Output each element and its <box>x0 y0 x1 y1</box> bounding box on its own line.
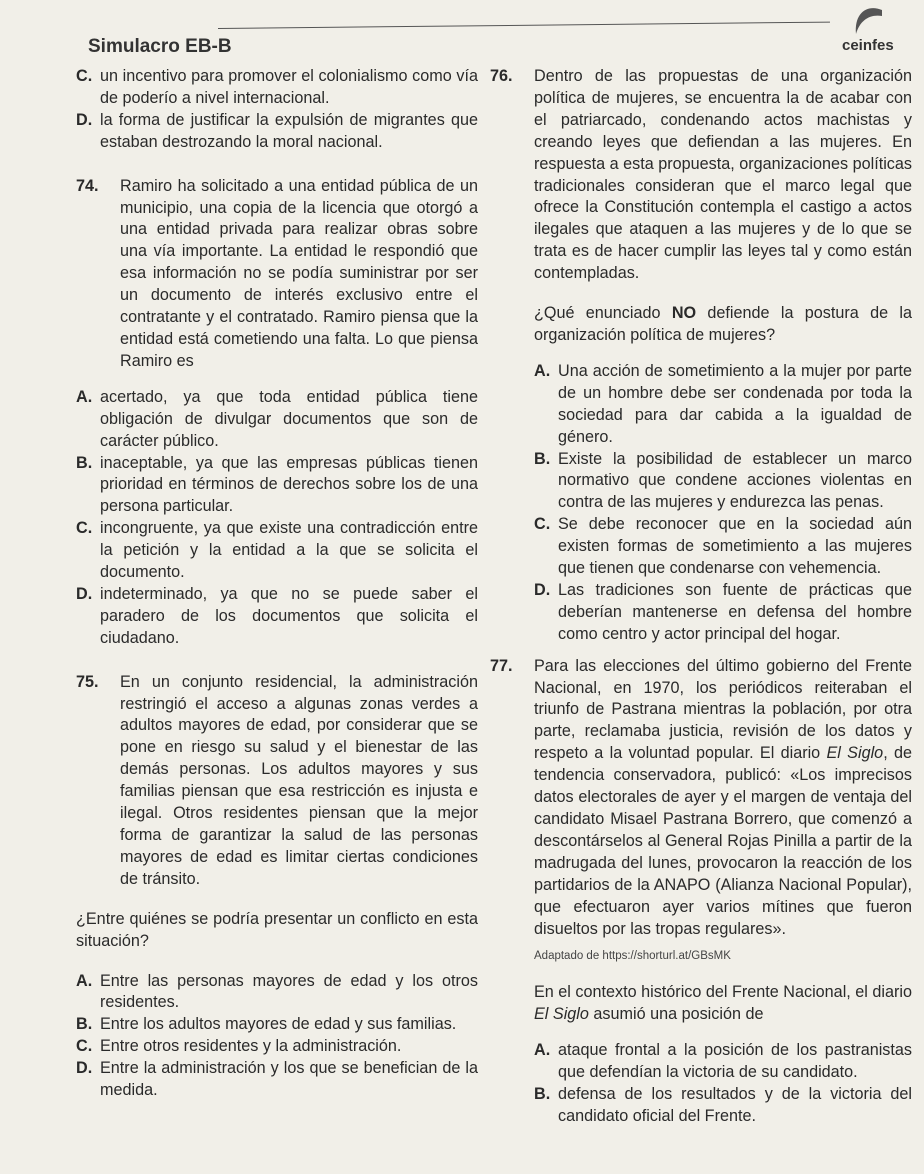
q77-option-a[interactable]: A. ataque frontal a la posición de los pastranistas que defendían la victoria de su candidato. <box>534 1041 912 1082</box>
q75-question: ¿Entre quiénes se podría presentar un conflicto en esta situación? <box>76 909 478 950</box>
page-header <box>0 0 924 62</box>
question-stem: Ramiro ha solicitado a una entidad pública de un municipio, una copia de la licencia que otorgó a una entidad privada para realizar obras sobre una vía importante. La entidad le respondió que esa información no se podía suministrar por ser un documento de interés exclusivo entre el contratante y el contratado. Ramiro piensa que la entidad está cometiendo una falta. Lo que piensa Ramiro es <box>120 176 478 370</box>
q77-question: En el contexto histórico del Frente Nacional, el diario El Siglo asumió una posición de <box>534 983 912 1024</box>
q76-option-a[interactable]: A. Una acción de sometimiento a la mujer por parte de un hombre debe ser condenada por toda la sociedad para dar cabida a la igualdad de género. <box>534 361 912 446</box>
question-number: 76. <box>490 67 513 85</box>
source-citation: Adaptado de https://shorturl.at/GBsMK <box>534 950 731 963</box>
question-stem: En un conjunto residencial, la administración restringió el acceso a algunas zonas verdes a adultos mayores de edad, por considerar que se pone en riesgo su salud y el bienestar de las demás personas. Los adultos mayores y sus familias piensan que esa restricción es injusta e ilegal. Otros residentes piensan que la mejor forma de garantizar la salud de las personas mayores de edad es limitar ciertas condiciones de tránsito. <box>120 672 478 888</box>
q77-option-b[interactable]: B. defensa de los resultados y de la victoria del candidato oficial del Frente. <box>534 1084 912 1125</box>
q73-option-d[interactable]: D. la forma de justificar la expulsión de migrantes que estaban destrozando la moral nacional. <box>76 110 478 151</box>
question-stem: Dentro de las propuestas de una organización política de mujeres, se encuentra la de acabar con el patriarcado, condenando actos machistas y creando leyes que defiendan a las mujeres. En respuesta a esta propuesta, organizaciones políticas tradicionales consideran que el marco legal que ofrece la Constitución contempla el castigo a actos ilegales que ataquen a las mujeres y de lo que se trata es de hacer cumplir las leyes tal y como están contempladas. <box>534 67 912 283</box>
q74-option-d[interactable]: D. indeterminado, ya que no se puede saber el paradero de los documentos que solicita el ciudadano. <box>76 584 478 647</box>
question-number: 75. <box>76 672 99 691</box>
q74-option-b[interactable]: B. inaceptable, ya que las empresas públicas tienen prioridad en términos de derechos sobre los de una persona particular. <box>76 453 478 516</box>
q76-question: ¿Qué enunciado NO defiende la postura de la organización política de mujeres? <box>534 304 912 344</box>
question-77 <box>490 656 912 941</box>
question-number: 74. <box>76 176 99 195</box>
q75-option-d[interactable]: D. Entre la administración y los que se benefician de la medida. <box>76 1059 478 1100</box>
q76-option-d[interactable]: D. Las tradiciones son fuente de prácticas que deberían mantenerse en defensa del hombre como centro y actor principal del hogar. <box>534 580 912 643</box>
q75-option-b[interactable]: B. Entre los adultos mayores de edad y sus familias. <box>76 1015 457 1034</box>
q76-option-b[interactable]: B. Existe la posibilidad de establecer un marco normativo que condene acciones violentas en contra de las mujeres y endurezca las penas. <box>534 449 912 512</box>
question-76 <box>490 66 912 285</box>
ceinfes-logo <box>836 4 898 60</box>
logo-text: ceinfes <box>842 37 894 54</box>
question-number: 77. <box>490 656 513 675</box>
logo-swoosh-icon <box>846 4 886 38</box>
question-74 <box>76 176 478 373</box>
q75-option-c[interactable]: C. Entre otros residentes y la administración. <box>76 1037 402 1056</box>
q75-option-a[interactable]: A. Entre las personas mayores de edad y los otros residentes. <box>76 971 478 1012</box>
q74-option-a[interactable]: A. acertado, ya que toda entidad pública tiene obligación de divulgar documentos que son de carácter público. <box>76 387 478 450</box>
right-column <box>490 66 912 1128</box>
q76-option-c[interactable]: C. Se debe reconocer que en la sociedad aún existen formas de sometimiento a las mujeres que tienen que condenarse con vehemencia. <box>534 515 912 578</box>
left-column <box>76 66 478 1102</box>
q73-option-c[interactable]: C. un incentivo para promover el colonialismo como vía de poderío a nivel internacional. <box>76 67 478 107</box>
question-stem: Para las elecciones del último gobierno del Frente Nacional, en 1970, los periódicos reiteraban el triunfo de Pastrana mientras la población, por otra parte, reclamaba justicia, revisión de los datos y respeto a la voluntad popular. El diario El Siglo, de tendencia conservadora, publicó: «Los imprecisos datos electorales de ayer y el margen de ventaja del candidato Misael Pastrana Borrero, que comenzó a descontárselos al General Rojas Pinilla a partir de la madrugada del lunes, provocaron la reacción de los partidarios de la ANAPO (Alianza Nacional Popular), que efectuaron ayer varios mítines que fueron disueltos por las tropas regulares». <box>534 656 912 938</box>
header-rule <box>218 22 830 29</box>
exam-title: Simulacro EB-B <box>88 36 232 57</box>
question-75 <box>76 672 478 891</box>
q74-option-c[interactable]: C. incongruente, ya que existe una contradicción entre la petición y la entidad a la que se solicita el documento. <box>76 519 478 582</box>
